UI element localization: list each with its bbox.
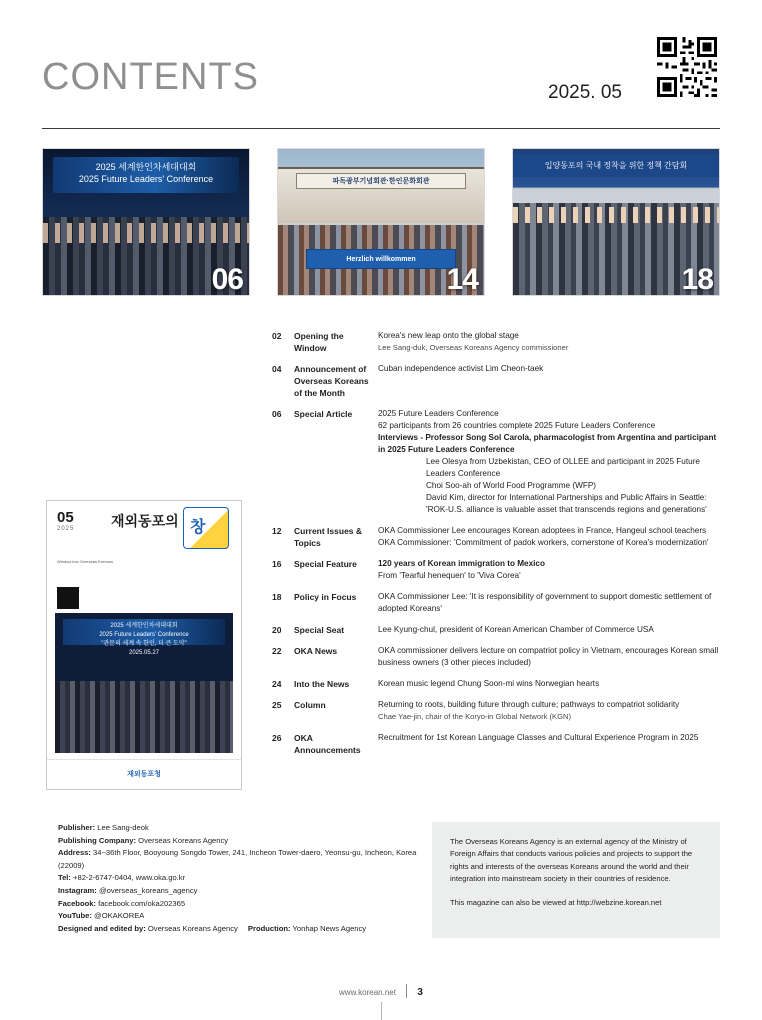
toc-entry[interactable] (272, 330, 722, 354)
youtube-row (58, 910, 422, 923)
credits-row (58, 923, 422, 936)
photo-caption-kr: 파독광부기념회관·한인문화회관 (296, 173, 466, 189)
toc-section-title: Into the News (294, 679, 350, 689)
toc-page-number: 20 (272, 625, 282, 635)
toc-section-title: Special Seat (294, 625, 345, 635)
cover-publisher-text: 재외동포청 (127, 771, 161, 778)
company-value: Overseas Koreans Agency (136, 835, 229, 845)
toc-section-title: OKA News (294, 646, 338, 656)
table-of-contents (272, 330, 722, 765)
cover-qr-icon (57, 587, 79, 609)
publisher-label: Publisher: (58, 823, 96, 832)
company-row (58, 835, 422, 848)
qr-code-svg (657, 37, 717, 97)
website-url[interactable]: www.korean.net (339, 988, 396, 997)
toc-byline: Chae Yae-jin, chair of the Koryo-in Global Network (KGN) (378, 712, 572, 721)
toc-page-number: 24 (272, 679, 282, 689)
cover-issue-year: 2025 (57, 526, 75, 532)
toc-page-number: 25 (272, 700, 282, 710)
toc-page-number: 16 (272, 559, 282, 569)
page-header (42, 34, 720, 126)
cover-photo-banner (63, 619, 225, 656)
instagram-value[interactable]: @overseas_koreans_agency (96, 885, 198, 895)
production-label: Production: (247, 923, 291, 933)
toc-section-title: Special Feature (294, 559, 357, 569)
address-row (58, 847, 422, 872)
toc-description (378, 732, 722, 756)
toc-line: 2025 Future Leaders Conference (378, 409, 499, 418)
toc-description (378, 408, 722, 516)
facebook-label: Facebook: (58, 898, 96, 908)
toc-entry[interactable] (272, 678, 722, 690)
toc-entry[interactable] (272, 558, 722, 582)
toc-interview-lead: Interviews - Professor Song Sol Carola, pharmacologist from Argentina and participant in 2025 Future Leaders Conference (378, 433, 717, 454)
toc-line: Korean music legend Chung Soon-mi wins Norwegian hearts (378, 679, 600, 688)
toc-page-number: 02 (272, 331, 282, 341)
toc-line: OKA Commissioner: 'Commitment of padok workers, cornerstone of Korea's modernization' (378, 538, 709, 547)
footer-divider (406, 984, 407, 998)
toc-line: OKA Commissioner Lee: 'It is responsibility of government to support domestic settlement of adopted Koreans' (378, 592, 712, 613)
cover-issue-value: 05 (57, 509, 74, 526)
toc-line (378, 432, 722, 456)
feature-photo-strip (42, 148, 720, 296)
toc-entry[interactable] (272, 645, 722, 669)
facebook-value[interactable]: facebook.com/oka202365 (95, 898, 186, 908)
header-divider (42, 128, 720, 129)
toc-line: OKA commissioner delivers lecture on compatriot policy in Vietnam, encourages Korean small business owners (3 other pieces included) (378, 646, 719, 667)
footer-vertical-line (381, 1002, 382, 1020)
cover-publisher-mark (47, 759, 241, 789)
cover-logo-letter: 창 (190, 519, 206, 536)
production-value: Yonhap News Agency (290, 923, 367, 933)
page-number: 3 (417, 987, 423, 998)
toc-section-title: Current Issues & Topics (294, 526, 363, 548)
toc-section-title: Column (294, 700, 326, 710)
tel-value[interactable]: +82-2-6747-0404, www.oka.go.kr (70, 873, 186, 883)
toc-line: From 'Tearful henequen' to 'Viva Corea' (378, 571, 521, 580)
toc-line: Recruitment for 1st Korean Language Classes and Cultural Experience Program in 2025 (378, 733, 699, 742)
toc-entry[interactable] (272, 408, 722, 516)
cover-logo-subtitle: Window into Overseas Koreans (57, 559, 114, 564)
youtube-label: YouTube: (58, 911, 92, 921)
cover-photo-people (55, 681, 233, 753)
toc-description (378, 678, 722, 690)
toc-section-title: Policy in Focus (294, 592, 357, 602)
toc-description (378, 624, 722, 636)
toc-entry[interactable] (272, 624, 722, 636)
colophon (42, 822, 720, 938)
toc-section-title: Announcement of Overseas Koreans of the Month (294, 364, 369, 398)
cover-photo-date: 2025.05.27 (128, 650, 160, 656)
magazine-cover-thumbnail[interactable] (46, 500, 242, 790)
designed-label: Designed and edited by: (58, 923, 146, 933)
toc-page-number: 18 (272, 592, 282, 602)
toc-section-title: Special Article (294, 409, 353, 419)
address-label: Address: (58, 848, 91, 858)
toc-description (378, 645, 722, 669)
tel-row (58, 872, 422, 885)
toc-description (378, 558, 722, 582)
toc-page-number: 26 (272, 733, 282, 743)
photo-caption-en: Herzlich willkommen (306, 249, 456, 269)
youtube-value[interactable]: @OKAKOREA (91, 911, 145, 921)
agency-paragraph-2[interactable]: This magazine can also be viewed at http://webzine.korean.net (450, 897, 662, 907)
tel-label: Tel: (58, 873, 71, 883)
toc-description (378, 363, 722, 399)
toc-description (378, 699, 722, 723)
toc-byline: Lee Sang-duk, Overseas Koreans Agency commissioner (378, 343, 569, 352)
photo-caption-kr: 2025 세계한인차세대대회 (95, 162, 197, 172)
cover-logo (183, 507, 229, 549)
toc-line: 62 participants from 26 countries complete 2025 Future Leaders Conference (378, 421, 656, 430)
toc-line: Returning to roots, building future through culture; pathways to compatriot solidarity (378, 700, 680, 709)
toc-line: OKA Commissioner Lee encourages Korean adoptees in France, Hangeul school teachers (378, 526, 707, 535)
toc-section-title: OKA Announcements (294, 733, 361, 755)
cover-issue-number (57, 509, 74, 532)
toc-line: 120 years of Korean immigration to Mexico (378, 559, 545, 568)
toc-line: Cuban independence activist Lim Cheon-taek (378, 364, 544, 373)
cover-photo (55, 613, 233, 753)
toc-entry[interactable] (272, 699, 722, 723)
toc-description (378, 330, 722, 354)
qr-code-icon[interactable] (654, 34, 720, 100)
page-footer (0, 984, 762, 998)
toc-entry[interactable] (272, 591, 722, 615)
photo-page-number: 06 (211, 263, 243, 296)
feature-photo-06[interactable] (42, 148, 250, 296)
instagram-row (58, 885, 422, 898)
instagram-label: Instagram: (58, 885, 97, 895)
feature-photo-18[interactable] (512, 148, 720, 296)
toc-entry[interactable] (272, 525, 722, 549)
cover-photo-caption-en: 2025 Future Leaders' Conference (99, 632, 189, 638)
toc-entry[interactable] (272, 363, 722, 399)
cover-korean-title: 재외동포의 (111, 513, 179, 529)
company-label: Publishing Company: (58, 835, 137, 845)
photo-caption-en: 2025 Future Leaders' Conference (78, 174, 214, 184)
address-value: 34~36th Floor, Booyoung Songdo Tower, 241, Incheon Tower-daero, Yeonsu-gu, Incheon, Korea (22009) (58, 848, 417, 870)
agency-paragraph-1: The Overseas Koreans Agency is an external agency of the Ministry of Foreign Affairs that conducts various policies and projects to support the rights and interests of the overseas Koreans around the world and their integration into mainstream society in their countries of residence. (450, 837, 693, 884)
toc-description (378, 525, 722, 549)
toc-page-number: 06 (272, 409, 282, 419)
agency-description (432, 822, 720, 938)
toc-description (378, 591, 722, 615)
toc-section-title: Opening the Window (294, 331, 344, 353)
photo-page-number: 14 (446, 263, 478, 296)
photo-page-number: 18 (681, 263, 713, 296)
facebook-row (58, 898, 422, 911)
toc-page-number: 04 (272, 364, 282, 374)
page-title: CONTENTS (42, 56, 259, 98)
publisher-row (58, 822, 422, 835)
issue-date: 2025. 05 (548, 82, 622, 103)
designed-value: Overseas Koreans Agency (145, 923, 238, 933)
toc-line: David Kim, director for International Partnerships and Public Affairs in Seattle: 'ROK-U.S. alliance is valuable asset that transcends regions and generations' (426, 493, 707, 514)
feature-photo-14[interactable] (277, 148, 485, 296)
toc-page-number: 22 (272, 646, 282, 656)
publisher-info (42, 822, 422, 935)
toc-line: Lee Olesya from Uzbekistan, CEO of OLLEE and participant in 2025 Future Leaders Conference (426, 457, 700, 478)
publisher-value: Lee Sang-deok (95, 823, 149, 832)
photo-caption-kr: 입양동포의 국내 정착을 위한 정책 간담회 (513, 155, 719, 177)
toc-line: Choi Soo-ah of World Food Programme (WFP) (426, 481, 597, 490)
cover-masthead (47, 501, 241, 557)
cover-photo-caption-slogan: "관문의 세계 속 한인, 더 큰 도약" (101, 641, 187, 647)
photo-banner-text (53, 157, 239, 193)
toc-line: Korea's new leap onto the global stage (378, 331, 519, 340)
cover-photo-caption-kr: 2025 세계한인차세대대회 (110, 623, 178, 629)
toc-page-number: 12 (272, 526, 282, 536)
toc-line: Lee Kyung-chul, president of Korean American Chamber of Commerce USA (378, 625, 654, 634)
toc-entry[interactable] (272, 732, 722, 756)
